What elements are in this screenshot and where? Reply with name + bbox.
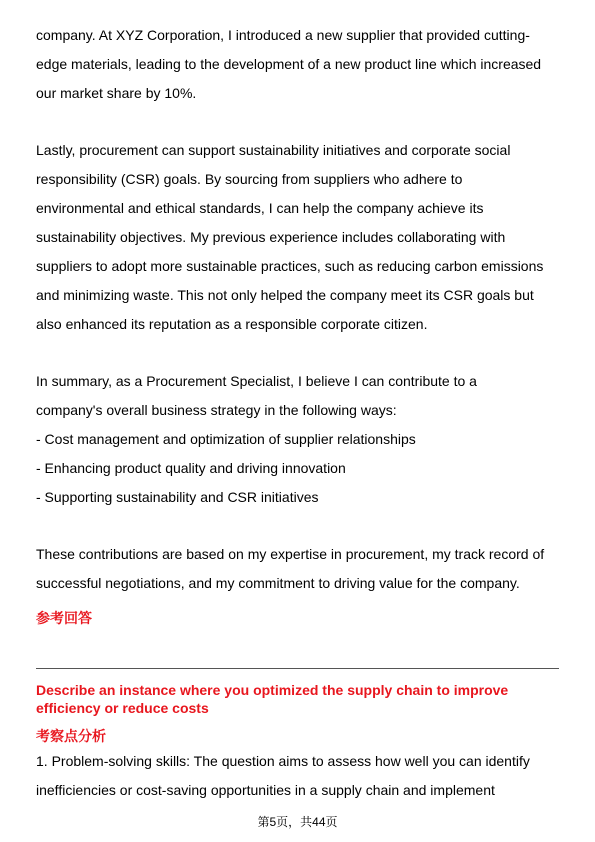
paragraph-line: successful negotiations, and my commitment to driving value for the company.: [36, 575, 520, 591]
question-line: Describe an instance where you optimized the supply chain to improve: [36, 682, 509, 698]
paragraph-line: also enhanced its reputation as a responsible corporate citizen.: [36, 316, 428, 332]
bullet-item: - Cost management and optimization of supplier relationships: [36, 431, 416, 447]
paragraph-line: Lastly, procurement can support sustainability initiatives and corporate social: [36, 142, 511, 158]
reference-answer-heading: 参考回答: [36, 610, 92, 626]
paragraph-line: 1. Problem-solving skills: The question aims to assess how well you can identify: [36, 753, 530, 769]
paragraph-sustainability: [36, 136, 562, 339]
bullet-item: - Supporting sustainability and CSR initiatives: [36, 489, 319, 505]
paragraph-line: environmental and ethical standards, I can help the company achieve its: [36, 200, 484, 216]
paragraph-line: These contributions are based on my expertise in procurement, my track record of: [36, 546, 545, 562]
paragraph-line: company's overall business strategy in the following ways:: [36, 402, 397, 418]
assessment-points-heading: 考察点分析: [36, 728, 106, 744]
paragraph-line: In summary, as a Procurement Specialist, I believe I can contribute to a: [36, 373, 477, 389]
paragraph-summary: [36, 367, 562, 512]
paragraph-assessment: [36, 747, 562, 805]
section-divider: [36, 668, 559, 669]
paragraph-line: sustainability objectives. My previous experience includes collaborating with: [36, 229, 506, 245]
question-heading: [36, 681, 559, 717]
paragraph-line: company. At XYZ Corporation, I introduced a new supplier that provided cutting-: [36, 27, 530, 43]
paragraph-line: inefficiencies or cost-saving opportunities in a supply chain and implement: [36, 782, 495, 798]
paragraph-supplier-example: [36, 21, 562, 108]
paragraph-line: and minimizing waste. This not only helped the company meet its CSR goals but: [36, 287, 534, 303]
question-line: efficiency or reduce costs: [36, 700, 209, 716]
paragraph-conclusion: [36, 540, 562, 598]
paragraph-line: edge materials, leading to the development of a new product line which increased: [36, 56, 542, 72]
paragraph-line: responsibility (CSR) goals. By sourcing from suppliers who adhere to: [36, 171, 463, 187]
page-number: 第5页，共44页: [257, 815, 338, 829]
paragraph-line: our market share by 10%.: [36, 85, 197, 101]
paragraph-line: suppliers to adopt more sustainable practices, such as reducing carbon emissions: [36, 258, 544, 274]
bullet-item: - Enhancing product quality and driving innovation: [36, 460, 346, 476]
